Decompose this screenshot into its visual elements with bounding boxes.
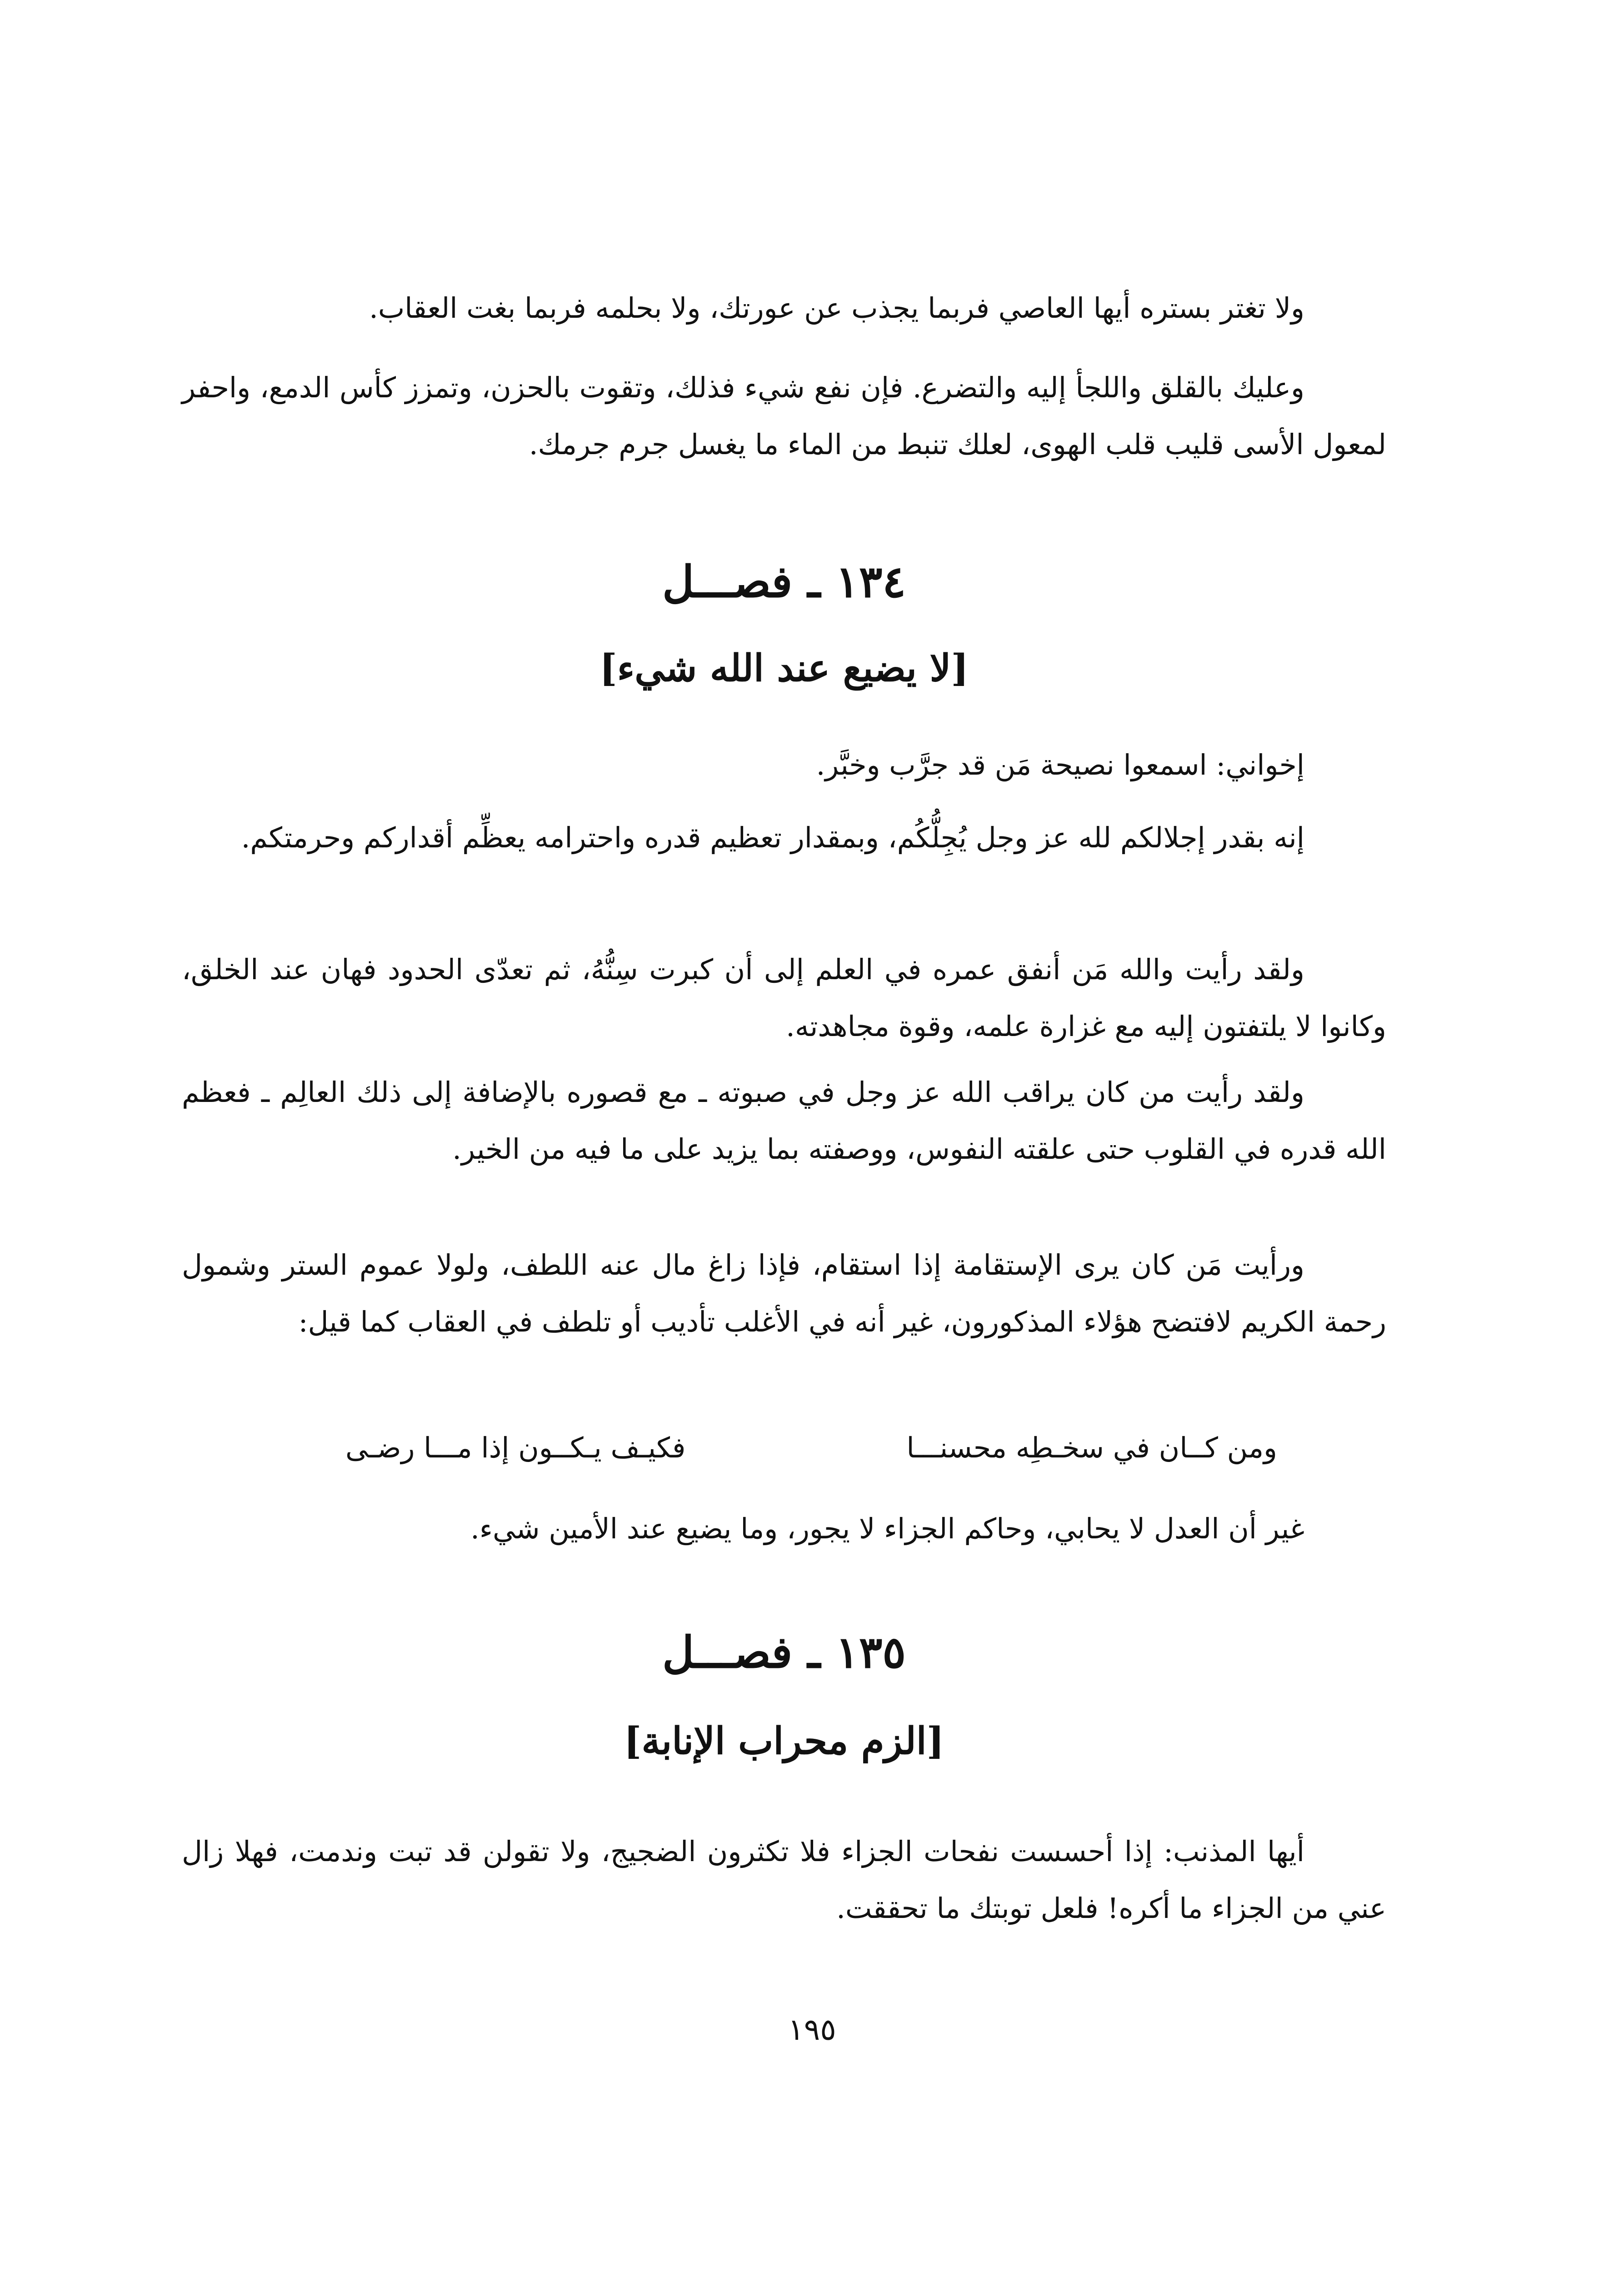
- section-135-title: ١٣٥ ـ فصـــل: [662, 1627, 906, 1678]
- verse-second-hemistich: فكيـف يـكــون إذا مـــا رضـى: [345, 1431, 686, 1464]
- section-135-subtitle: [الزم محراب الإنابة]: [624, 1719, 944, 1763]
- paragraph-uprightness: ورأيت مَن كان يرى الإستقامة إذا استقام، فإذا زاغ مال عنه اللطف، ولولا عموم الستر وشمول رحمة الكريم لافتضح هؤلاء المذكورون، غير أنه في الأغلب تأديب أو تلطف في العقاب كما قيل:: [182, 1248, 1386, 1338]
- verse-first-hemistich: ومن كــان في سخـطِه محسنـــا: [906, 1431, 1277, 1464]
- paragraph-glorifying-god: إنه بقدر إجلالكم لله عز وجل يُجِلُّكُم، وبمقدار تعظيم قدره واحترامه يعظِّم أقداركم وحرمتكم.: [241, 821, 1304, 854]
- paragraph-watchful-youth: ولقد رأيت من كان يراقب الله عز وجل في صبوته ـ مع قصوره بالإضافة إلى ذلك العالِم ـ فعظم الله قدره في القلوب حتى علقته النفوس، ووصفته بما يزيد على ما فيه من الخير.: [182, 1076, 1386, 1166]
- paragraph-oh-sinner: أيها المذنب: إذا أحسست نفحات الجزاء فلا تكثرون الضجيج، ولا تقولن قد تبت وندمت، فهلا زال عني من الجزاء ما أكره! فلعل توبتك ما تحققت.: [182, 1835, 1386, 1925]
- page-number: ١٩٥: [788, 2012, 836, 2047]
- poetry-verse: [345, 1423, 1277, 1473]
- paragraph-anxiety-and-supplication: وعليك بالقلق واللجأ إليه والتضرع. فإن نفع شيء فذلك، وتقوت بالحزن، وتمزز كأس الدمع، واحفر لمعول الأسى قليب قلب الهوى، لعلك تنبط من الماء ما يغسل جرم جرمك.: [182, 371, 1386, 461]
- paragraph-brothers-advice: إخواني: اسمعوا نصيحة مَن قد جرَّب وخبَّر.: [816, 748, 1304, 781]
- paragraph-do-not-be-deceived: ولا تغتر بستره أيها العاصي فربما يجذب عن عورتك، ولا بحلمه فربما بغت العقاب.: [369, 291, 1304, 325]
- paragraph-justice-closing: غير أن العدل لا يحابي، وحاكم الجزاء لا يجور، وما يضيع عند الأمين شيء.: [470, 1512, 1304, 1545]
- paragraph-scholar-transgressed: ولقد رأيت والله مَن أنفق عمره في العلم إلى أن كبرت سِنُّهُ، ثم تعدّى الحدود فهان عند الخلق، وكانوا لا يلتفتون إليه مع غزارة علمه، وقوة مجاهدته.: [182, 953, 1386, 1043]
- section-134-subtitle: [لا يضيع عند الله شيء]: [599, 646, 969, 690]
- section-134-title: ١٣٤ ـ فصـــل: [662, 556, 906, 607]
